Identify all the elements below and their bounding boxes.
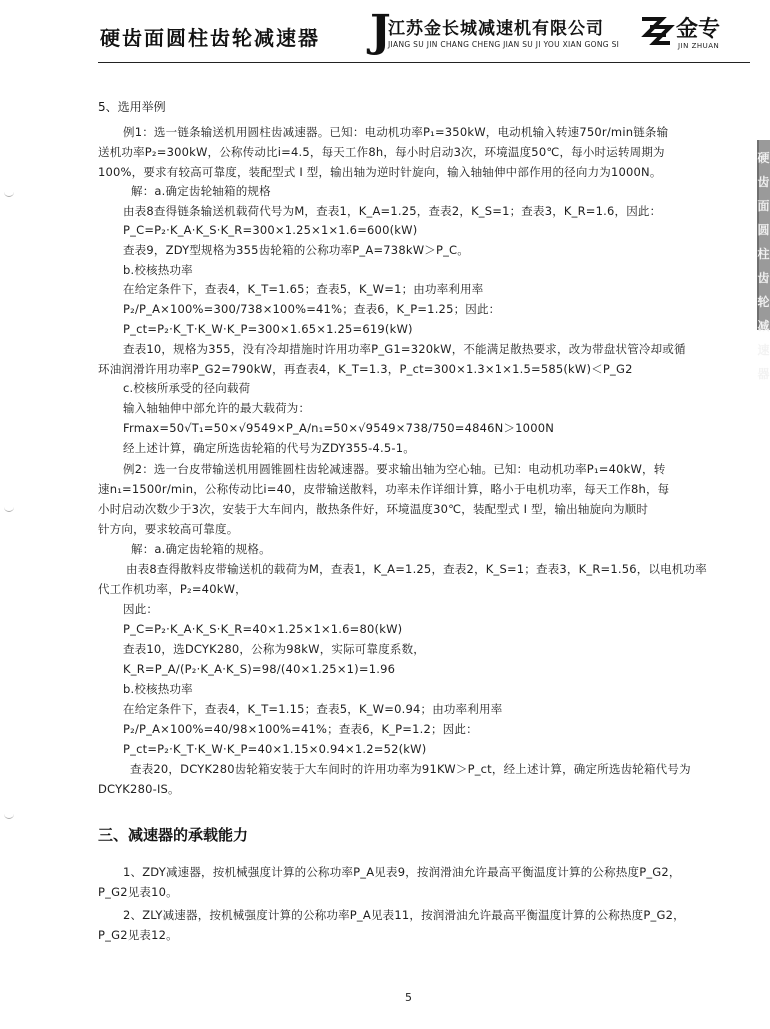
formula-line: P_C=P₂·K_A·K_S·K_R=300×1.25×1×1.6=600(kW) [123,223,418,237]
formula-line: P₂/P_A×100%=40/98×100%=41%；查表6，K_P=1.2；因此： [123,722,478,736]
brand-name-en: JIN ZHUAN [678,42,720,50]
text-line: 查表10，选DCYK280，公称为98kW，实际可靠度系数， [123,642,425,656]
binding-mark [4,812,14,819]
text-line: 解：a.确定齿轮轴箱的规格 [131,184,271,198]
text-line: 查表10，规格为355，没有冷却措施时许用功率P_G1=320kW，不能满足散热要求，改为带盘状管冷却或循 [123,342,686,356]
formula-line: P_ct=P₂·K_T·K_W·K_P=300×1.65×1.25=619(kW) [123,322,413,336]
section-heading-5: 5、选用举例 [98,100,166,114]
document-title: 硬齿面圆柱齿轮减速器 [100,26,320,50]
text-line: 经上述计算，确定所选齿轮箱的代号为ZDY355-4.5-1。 [123,441,415,455]
company-logo-letter: J [370,6,391,57]
binding-mark [4,505,14,512]
text-line: P_G2见表10。 [98,885,178,899]
text-line: 由表8查得散料皮带输送机的载荷为M，查表1，K_A=1.25，查表2，K_S=1；查表3，K_R=1.56，以电机功率 [126,562,707,576]
brand-name-cn: 金专 [676,17,721,42]
text-line: 100%，要求有较高可靠度，装配型式 I 型，输出轴为逆时针旋向，输入轴轴伸中部作用的径向力为1000N。 [98,165,662,179]
formula-line: K_R=P_A/(P₂·K_A·K_S)=98/(40×1.25×1)=1.96 [123,662,396,676]
formula-line: P_C=P₂·K_A·K_S·K_R=40×1.25×1×1.6=80(kW) [123,622,403,636]
binding-mark [4,190,14,197]
text-line: b.校核热功率 [123,682,193,696]
formula-line: Frmax=50√T₁=50×√9549×P_A/n₁=50×√9549×738/750=4846N＞1000N [123,421,555,435]
text-line: P_G2见表12。 [98,928,178,942]
side-tab-label: 硬齿面圆柱齿轮减速器 [757,151,770,381]
formula-line: P₂/P_A×100%=300/738×100%=41%；查表6，K_P=1.25；因此： [123,302,501,316]
text-line: 送机功率P₂=300kW，公称传动比i=4.5，每天工作8h，每小时启动3次，环境温度50℃，每小时运转周期为 [98,145,665,159]
text-line: c.校核所承受的径向载荷 [123,381,251,395]
text-line: 2、ZLY减速器，按机械强度计算的公称功率P_A见表11，按润滑油允许最高平衡温度计算的公称热度P_G2， [123,908,685,922]
header-divider [98,62,750,63]
text-line: 在给定条件下，查表4，K_T=1.15；查表5，K_W=0.94；由功率利用率 [123,702,503,716]
text-line: 环油润滑许用功率P_G2=790kW，再查表4，K_T=1.3，P_ct=300×1.3×1×1.5=585(kW)＜P_G2 [98,362,633,376]
text-line: 速n₁=1500r/min，公称传动比i=40，皮带输送散料，功率未作详细计算，略小于电机功率，每天工作8h，每 [98,482,670,496]
company-name-en: JIANG SU JIN CHANG CHENG JIAN SU JI YOU XIAN GONG SI [388,40,620,49]
text-line: 解：a.确定齿轮箱的规格。 [131,542,271,556]
formula-line: P_ct=P₂·K_T·K_W·K_P=40×1.15×0.94×1.2=52(kW) [123,742,427,756]
text-line: 例1：选一链条输送机用圆柱齿减速器。已知：电动机功率P₁=350kW，电动机输入转速750r/min链条输 [123,125,669,139]
text-line: 输入轴轴伸中部允许的最大载荷为： [123,401,311,415]
text-line: 1、ZDY减速器，按机械强度计算的公称功率P_A见表9，按润滑油允许最高平衡温度计算的公称热度P_G2， [123,865,681,879]
text-line: 小时启动次数少于3次，安装于大车间内，散热条件好，环境温度30℃，装配型式 I 型，输出轴旋向为顺时 [98,502,649,516]
text-line: 查表20，DCYK280齿轮箱安装于大车间时的许用功率为91KW＞P_ct，经上述计算，确定所选齿轮箱代号为 [130,762,691,776]
section-heading-3: 三、减速器的承载能力 [98,826,249,844]
text-line: 针方向，要求较高可靠度。 [98,522,239,536]
brand-logo-icon [636,13,676,53]
text-line: 因此： [123,602,159,616]
text-line: 查表9，ZDY型规格为355齿轮箱的公称功率P_A=738kW＞P_C。 [123,243,469,257]
page-number: 5 [405,991,412,1004]
text-line: b.校核热功率 [123,263,193,277]
text-line: 代工作机功率，P₂=40kW， [98,582,247,596]
text-line: 例2：选一台皮带输送机用圆锥圆柱齿轮减速器。要求输出轴为空心轴。已知：电动机功率P₁=40kW，转 [123,462,666,476]
company-name-cn: 江苏金长城减速机有限公司 [388,19,604,39]
text-line: DCYK280-IS。 [98,782,180,796]
text-line: 在给定条件下，查表4，K_T=1.65；查表5，K_W=1；由功率利用率 [123,282,484,296]
text-line: 由表8查得链条输送机载荷代号为M，查表1，K_A=1.25，查表2，K_S=1；查表3，K_R=1.6，因此： [123,204,662,218]
